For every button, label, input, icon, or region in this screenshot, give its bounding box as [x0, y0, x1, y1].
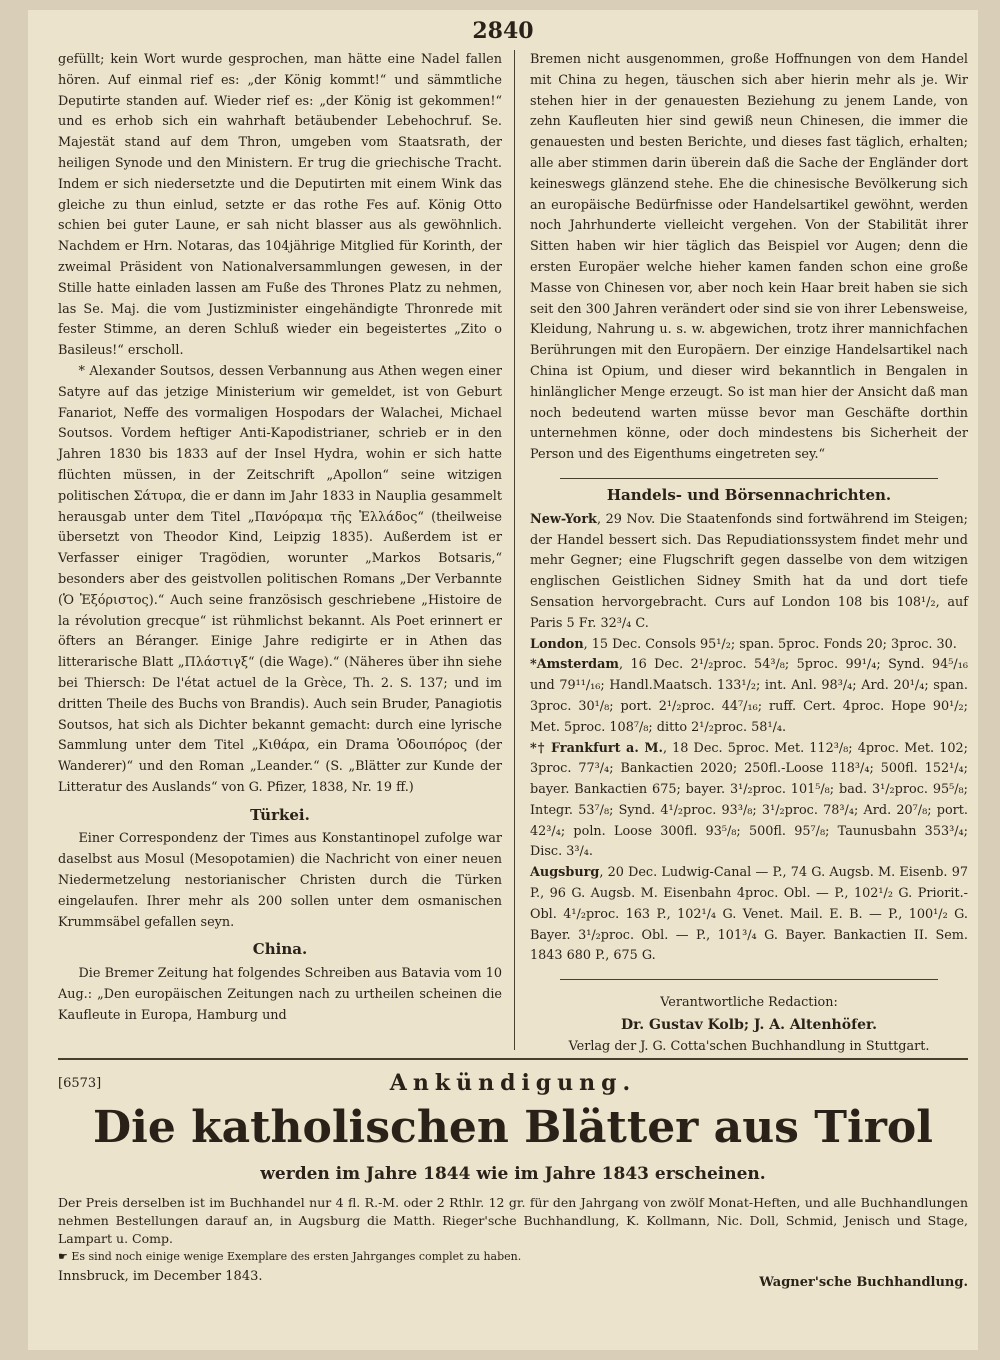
article-paragraph: Einer Correspondenz der Times aus Konstantinopel zufolge war daselbst aus Mosul (Mesopotamien) die Nachricht von einer neuen Niedermetzelung nestorianischer Christen durch die Türken eingelaufen. Ihrer mehr als 200 sollen unter dem osmanischen Krummsäbel gefallen seyn. [58, 831, 502, 930]
ad-heading: Ankündigung. [389, 1070, 637, 1096]
page-number: 2840 [472, 18, 534, 44]
footnote-soutsos: * Alexander Soutsos, dessen Verbannung aus Athen wegen einer Satyre auf das jetzige Ministerium wir gemeldet, ist von Geburt Fanariot, Neffe des vormaligen Hospodars der Walachei, Michael Soutsos. Vordem heftiger Anti-Kapodistrianer, schrieb er in den Jahren 1830 bis 1833 auf der Insel Hydra, wohin er sich hatte flüchten müssen, in der Zeitschrift „Apollon“ seine witzigen politischen Σάτυρα, die er dann im Jahr 1833 in Nauplia gesammelt herausgab unter dem Titel „Πανόραμα τῆς Ἑλλάδος“ (theilweise übersetzt von Theodor Kind, Leipzig 1835). Außerdem ist er Verfasser einiger Tragödien, worunter „Markos Botsaris,“ besonders aber des geistvollen politischen Romans „Der Verbannte (Ὁ Ἐξόριστος).“ Auch seine französisch geschriebene „Histoire de la révolution grecque“ ist rühmlichst bekannt. Als Poet erinnert er öfters an Béranger. Einige Jahre redigirte er in Athen das litterarische Blatt „Πλάστιγξ“ (die Wage).“ (Näheres über ihn siehe bei Thiersch: De l'état actuel de la Grèce, Th. 2. S. 137; und im dritten Theile des Buchs von Brandis). Auch sein Bruder, Panagiotis Soutsos, hat sich als Dichter bekannt gemacht: durch eine lyrische Sammlung unter dem Titel „Κιθάρα, ein Drama Ὁδοιπόρος (der Wanderer)“ und den Roman „Leander.“ (S. „Blätter zur Kunde der Litteratur des Auslands“ von G. Pfizer, 1838, Nr. 19 ff.) [58, 363, 502, 795]
section-heading-turkey: Türkei. [250, 805, 310, 824]
ad-body: Der Preis derselben ist im Buchhandel nur 4 fl. R.-M. oder 2 Rthlr. 12 gr. für den Jahrgang von zwölf Monat-Heften, und alle Buchhandlungen nehmen Bestellungen darauf an, in Augsburg die Matth. Rieger'sche Buchhandlung, K. Kollmann, Nic. Doll, Schmid, Jenisch und Stage, Lampart u. Comp. [58, 1195, 968, 1246]
imprint-editors: Dr. Gustav Kolb; J. A. Altenhöfer. [621, 1017, 877, 1034]
left-column [58, 50, 502, 1027]
market-text: , 29 Nov. Die Staatenfonds sind fortwährend im Steigen; der Handel bessert sich. Das Repudiationssystem findet mehr und mehr Gegner; eine Flugschrift gegen dasselbe von dem witzigen englischen Geistlichen Sidney Smith hat da und dort tiefe Sensation hervorgebracht. Curs auf London 108 bis 108¹/₂, auf Paris 5 Fr. 32³/₄ C. [530, 511, 968, 631]
article-paragraph: Bremen nicht ausgenommen, große Hoffnungen von dem Handel mit China zu hegen, täuschen sich aber hierin mehr als je. Wir stehen hier in der genauesten Beziehung zu jenem Lande, von zehn Kaufleuten hier sind gewiß neun Chinesen, die immer die genauesten und besten Berichte, und dieses fast täglich, erhalten; alle aber stimmen darin überein daß die Sache der Engländer dort keineswegs glänzend stehe. Ehe die chinesische Bevölkerung sich an europäische Bedürfnisse oder Handelsartikel gewöhnt, werden noch Jahrhunderte vielleicht vergehen. Von der Stabilität ihrer Sitten haben wir hier täglich das Beispiel vor Augen; denn die ersten Europäer welche hieher kamen fanden schon eine große Masse von Chinesen vor, aber noch kein Haar breit haben sie sich seit den 300 Jahren verändert oder sind sie von ihrer Lebensweise, Kleidung, Nahrung u. s. w. abgewichen, trotz ihrer mannichfachen Berührungen mit den Europäern. Der einzige Handelsartikel nach China ist Opium, und dieser wird bekanntlich in Bengalen in hinlänglicher Menge erzeugt. So ist man hier der Ansicht daß man noch bedeutend warten müsse bevor man Geschäfte dorthin unternehmen könne, oder doch mindestens bis Sicherheit der Person und des Eigenthums eingetreten sey.“ [530, 52, 968, 463]
column-divider [514, 50, 515, 1050]
ad-note: ☛ Es sind noch einige wenige Exemplare des ersten Jahrganges complet zu haben. [58, 1250, 522, 1263]
ad-publisher: Wagner'sche Buchhandlung. [759, 1275, 968, 1290]
city-name: Augsburg [530, 865, 600, 881]
article-paragraph: gefüllt; kein Wort wurde gesprochen, man hätte eine Nadel fallen hören. Auf einmal rief es: „der König kommt!“ und sämmtliche Deputirte standen auf. Wieder rief es: „der König ist gekommen!“ und es erhob sich ein wahrhaft betäubender Lebehochruf. Se. Majestät stand auf dem Thron, umgeben vom Staatsrath, der heiligen Synode und den Ministern. Er trug die griechische Tracht. Indem er sich niedersetzte und die Deputirten mit einem Wink das gleiche zu thun einlud, setzte er das rothe Fes auf. König Otto schien bei guter Laune, er sah nicht blasser aus als gewöhnlich. Nachdem er Hrn. Notaras, das 104jährige Mitglied für Korinth, der zweimal Präsident von Nationalversammlungen gewesen, in der Stille hatte einladen lassen am Fuße des Thrones Platz zu nehmen, las Se. Maj. die vom Justizminister eingehändigte Thronrede mit fester Stimme, an deren Schluß wieder ein begeistertes „Zito o Basileus!“ erscholl. [58, 52, 502, 359]
market-report-frankfurt [530, 739, 968, 864]
article-paragraph: Die Bremer Zeitung hat folgendes Schreiben aus Batavia vom 10 Aug.: „Den europäischen Zeitungen nach zu urtheilen scheinen die Kaufleute in Europa, Hamburg und [58, 966, 502, 1023]
market-text: , 18 Dec. 5proc. Met. 112³/₈; 4proc. Met. 102; 3proc. 77³/₄; Bankactien 2020; 250fl.-Loose 118³/₄; 500fl. 152¹/₄; bayer. Bankactien 675; bayer. 3¹/₂proc. 101⁵/₈; bad. 3¹/₂proc. 95⁵/₈; Integr. 53⁷/₈; Synd. 4¹/₂proc. 93³/₈; 3¹/₂proc. 78³/₄; Ard. 20⁷/₈; port. 42³/₄; poln. Loose 300fl. 93⁵/₈; 500fl. 95⁷/₈; Taunusbahn 353³/₄; Disc. 3³/₄. [530, 740, 968, 860]
ad-title: Die katholischen Blätter aus Tirol [93, 1102, 933, 1153]
ad-footer [58, 1269, 968, 1293]
city-name: London [530, 636, 584, 652]
city-name: *† Frankfurt a. M. [530, 740, 663, 756]
section-heading-trade: Handels- und Börsennachrichten. [606, 485, 892, 504]
section-rule [560, 979, 938, 980]
market-report-newyork [530, 510, 968, 635]
imprint [530, 992, 968, 1058]
ad-number: [6573] [58, 1076, 102, 1091]
imprint-label: Verantwortliche Redaction: [660, 995, 838, 1011]
advertisement-divider [58, 1058, 968, 1060]
market-report-london [530, 635, 968, 656]
right-column [530, 50, 968, 1058]
market-text: , 16 Dec. 2¹/₂proc. 54³/₈; 5proc. 99¹/₄; Synd. 94⁵/₁₆ und 79¹¹/₁₆; Handl.Maatsch. 133¹/₂; int. Anl. 98³/₄; Ard. 20¹/₄; span. 3proc. 30¹/₈; port. 2¹/₂proc. 44⁷/₁₆; ruff. Cert. 4proc. Hope 90¹/₂; Met. 5proc. 108⁷/₈; ditto 2¹/₂proc. 58¹/₄. [530, 657, 968, 735]
market-text: , 20 Dec. Ludwig-Canal — P., 74 G. Augsb. M. Eisenb. 97 P., 96 G. Augsb. M. Eisenbahn 4proc. Obl. — P., 102¹/₂ G. Priorit.-Obl. 4¹/₂proc. 163 P., 102¹/₄ G. Venet. Mail. E. B. — P., 100¹/₂ G. Bayer. 3¹/₂proc. Obl. — P., 101³/₄ G. Bayer. Bankactien II. Sem. 1843 680 P., 675 G. [530, 865, 968, 964]
imprint-publisher: Verlag der J. G. Cotta'schen Buchhandlung in Stuttgart. [568, 1039, 930, 1055]
section-heading-china: China. [252, 940, 308, 959]
section-rule [560, 478, 938, 479]
newspaper-page [28, 10, 978, 1350]
city-name: *Amsterdam [530, 657, 619, 673]
city-name: New-York [530, 511, 597, 527]
ad-place-date: Innsbruck, im December 1843. [58, 1269, 263, 1284]
market-text: , 15 Dec. Consols 95¹/₂; span. 5proc. Fonds 20; 3proc. 30. [583, 636, 957, 652]
advertisement [58, 1070, 968, 1293]
ad-subtitle: werden im Jahre 1844 wie im Jahre 1843 erscheinen. [260, 1164, 766, 1184]
market-report-amsterdam [530, 655, 968, 738]
market-report-augsburg [530, 863, 968, 967]
